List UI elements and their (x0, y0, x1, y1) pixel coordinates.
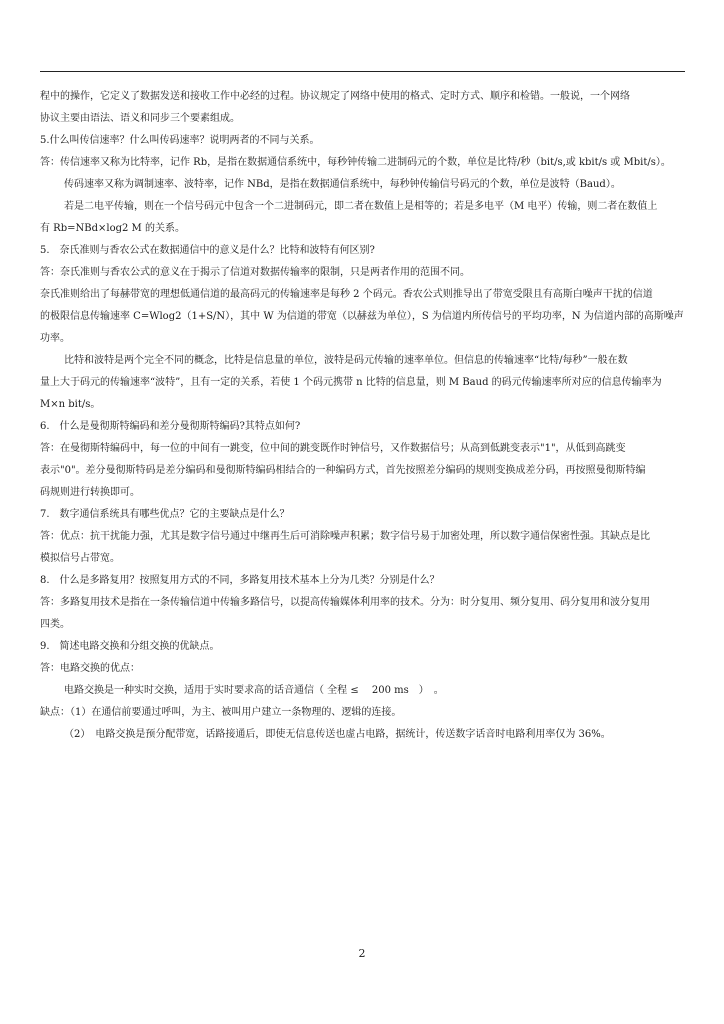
text-line: 6. 什么是曼彻斯特编码和差分曼彻斯特编码?其特点如何? (40, 421, 301, 432)
text-line: 码规则进行转换即可。 (40, 487, 140, 498)
text-line: 答：在曼彻斯特编码中，每一位的中间有一跳变，位中间的跳变既作时钟信号，又作数据信号；从高到低跳变表示"1"，从低到高跳变 (40, 443, 626, 454)
text-line: 比特和波特是两个完全不同的概念，比特是信息量的单位，波特是码元传输的速率单位。但信息的传输速率“比特/每秒”一般在数 (64, 355, 628, 366)
text-line: 8. 什么是多路复用？按照复用方式的不同，多路复用技术基本上分为几类？分别是什么？ (40, 575, 440, 586)
text-line: 缺点：（1）在通信前要通过呼叫，为主、被叫用户建立一条物理的、逻辑的连接。 (40, 707, 402, 718)
text-line: （2） 电路交换是预分配带宽，话路接通后，即使无信息传送也虚占电路，据统计，传送数字话音时电路利用率仅为 36%。 (64, 729, 611, 740)
text-line: 协议主要由语法、语义和同步三个要素组成。 (40, 113, 240, 124)
page-number: 2 (358, 947, 366, 960)
text-line: 答：电路交换的优点： (40, 663, 140, 674)
document-body (40, 86, 688, 746)
text-line: M×n bit/s。 (40, 399, 101, 410)
text-line: 5. 奈氏准则与香农公式在数据通信中的意义是什么？比特和波特有何区别? (40, 245, 375, 256)
text-line: 传码速率又称为调制速率、波特率，记作 NBd，是指在数据通信系统中，每秒钟传输信号码元的个数，单位是波特（Baud）。 (64, 179, 621, 190)
text-line: 7. 数字通信系统具有哪些优点？它的主要缺点是什么？ (40, 509, 290, 520)
text-line: 5.什么叫传信速率？什么叫传码速率？说明两者的不同与关系。 (40, 135, 320, 146)
text-line: 模拟信号占带宽。 (40, 553, 120, 564)
text-line: 答：优点：抗干扰能力强，尤其是数字信号通过中继再生后可消除噪声积累；数字信号易于加密处理，所以数字通信保密性强。其缺点是比 (40, 531, 650, 542)
text-line: 9. 简述电路交换和分组交换的优缺点。 (40, 641, 220, 652)
text-line: 表示"0"。差分曼彻斯特码是差分编码和曼彻斯特编码相结合的一种编码方式，首先按照差分编码的规则变换成差分码，再按照曼彻斯特编 (40, 465, 646, 476)
text-line: 奈氏准则给出了每赫带宽的理想低通信道的最高码元的传输速率是每秒 2 个码元。香农公式则推导出了带宽受限且有高斯白噪声干扰的信道 (40, 289, 653, 300)
text-line: 电路交换是一种实时交换，适用于实时要求高的话音通信（ 全程 ≤ 200 ms ） 。 (64, 685, 444, 696)
text-line: 有 Rb=NBd×log2 M 的关系。 (40, 223, 185, 234)
text-line: 答：奈氏准则与香农公式的意义在于揭示了信道对数据传输率的限制，只是两者作用的范围不同。 (40, 267, 470, 278)
text-line: 功率。 (40, 333, 70, 344)
text-line: 程中的操作，它定义了数据发送和接收工作中必经的过程。协议规定了网络中使用的格式、定时方式、顺序和检错。一般说，一个网络 (40, 91, 630, 102)
text-line: 答：传信速率又称为比特率，记作 Rb，是指在数据通信系统中，每秒钟传输二进制码元的个数，单位是比特/秒（bit/s,或 kbit/s 或 Mbit/s）。 (40, 157, 671, 168)
text-line: 若是二电平传输，则在一个信号码元中包含一个二进制码元，即二者在数值上是相等的；若是多电平（M 电平）传输，则二者在数值上 (64, 201, 658, 212)
text-line: 量上大于码元的传输速率“波特”，且有一定的关系，若使 1 个码元携带 n 比特的信息量，则 M Baud 的码元传输速率所对应的信息传输率为 (40, 377, 662, 388)
text-line: 答：多路复用技术是指在一条传输信道中传输多路信号，以提高传输媒体利用率的技术。分为：时分复用、频分复用、码分复用和波分复用 (40, 597, 650, 608)
text-line: 的极限信息传输速率 C=Wlog2（1+S/N），其中 W 为信道的带宽（以赫兹为单位），S 为信道内所传信号的平均功率，N 为信道内部的高斯噪声 (40, 311, 684, 322)
header-rule (40, 71, 685, 72)
text-line: 四类。 (40, 619, 70, 630)
